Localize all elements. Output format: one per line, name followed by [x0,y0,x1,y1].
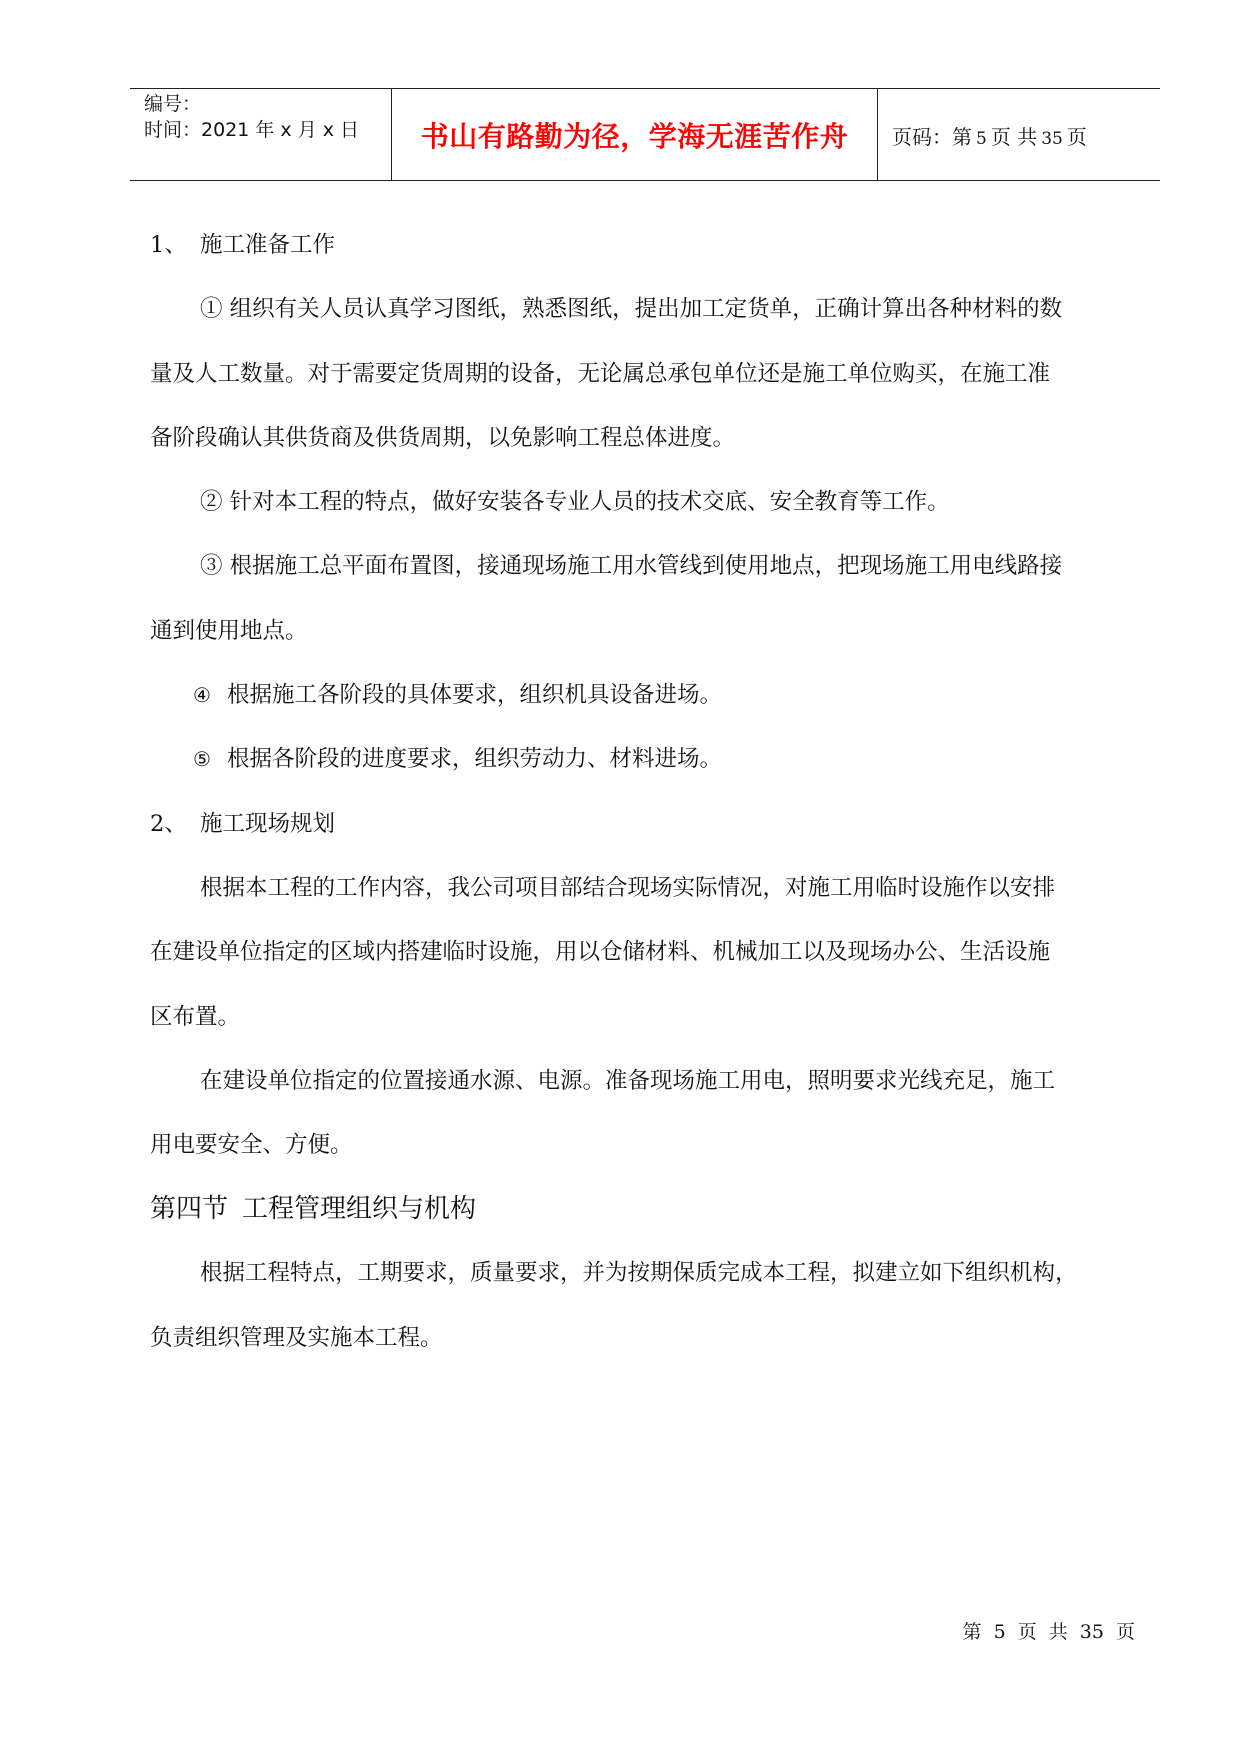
item-heading [150,792,1140,856]
paragraph-line: ② 针对本工程的特点，做好安装各专业人员的技术交底、安全教育等工作。 [200,489,950,516]
list-marker: ⑤ [193,747,211,772]
section-label: 第四节 [150,1194,229,1225]
paragraph-line: 通到使用地点。 [150,617,308,644]
paragraph-line: ① 组织有关人员认真学习图纸，熟悉图纸，提出加工定货单，正确计算出各种材料的数 [200,296,1063,323]
header-page-indicator [892,121,1087,150]
list-marker: ④ [193,683,211,708]
item-number: 2、 [150,810,187,837]
list-item [150,727,1140,791]
list-item [150,663,1140,727]
header-number-label: 编号： [144,93,202,115]
list-item-text: 根据施工各阶段的具体要求，组织机具设备进场。 [227,682,723,709]
header-motto: 书山有路勤为径，学海无涯苦作舟 [420,120,849,153]
paragraph-line: 量及人工数量。对于需要定货周期的设备，无论属总承包单位还是施工单位购买，在施工准 [150,360,1051,387]
paragraph-line: 根据本工程的工作内容，我公司项目部结合现场实际情况，对施工用临时设施作以安排 [200,874,1056,901]
page-prefix: 页码：第 [892,125,972,149]
paragraph-line: 用电要安全、方便。 [150,1132,353,1159]
paragraph-line: 区布置。 [150,1003,241,1030]
header-meta [144,91,359,143]
item-title: 施工现场规划 [200,810,336,837]
page-total: 35 [1041,129,1063,149]
paragraph-line: 根据工程特点，工期要求，质量要求，并为按期保质完成本工程，拟建立如下组织机构， [200,1260,1078,1287]
item-title: 施工准备工作 [200,232,336,258]
header-time-label: 时间：2021 年 x 月 x 日 [144,119,360,141]
paragraph-line: 负责组织管理及实施本工程。 [150,1324,443,1351]
item-heading [150,213,1140,277]
page-header [130,88,1160,181]
paragraph-line: 在建设单位指定的位置接通水源、电源。准备现场施工用电，照明要求光线充足，施工 [200,1067,1056,1094]
list-item-text: 根据各阶段的进度要求，组织劳动力、材料进场。 [227,746,723,773]
header-divider [877,89,878,180]
paragraph-line: 备阶段确认其供货商及供货周期，以免影响工程总体进度。 [150,424,736,451]
paragraph-line: 在建设单位指定的区域内搭建临时设施，用以仓储材料、机械加工以及现场办公、生活设施 [150,939,1051,966]
section-title: 工程管理组织与机构 [242,1194,477,1225]
section-heading [150,1177,1140,1241]
page-suffix: 页 [1066,125,1087,149]
item-number: 1、 [150,232,187,258]
page-current: 5 [976,129,987,149]
page-footer: 第 5 页 共 35 页 [962,1621,1135,1643]
page-mid: 页 共 [990,125,1038,149]
paragraph-line: ③ 根据施工总平面布置图，接通现场施工用水管线到使用地点，把现场施工用电线路接 [200,553,1063,580]
document-body [150,213,1140,1370]
